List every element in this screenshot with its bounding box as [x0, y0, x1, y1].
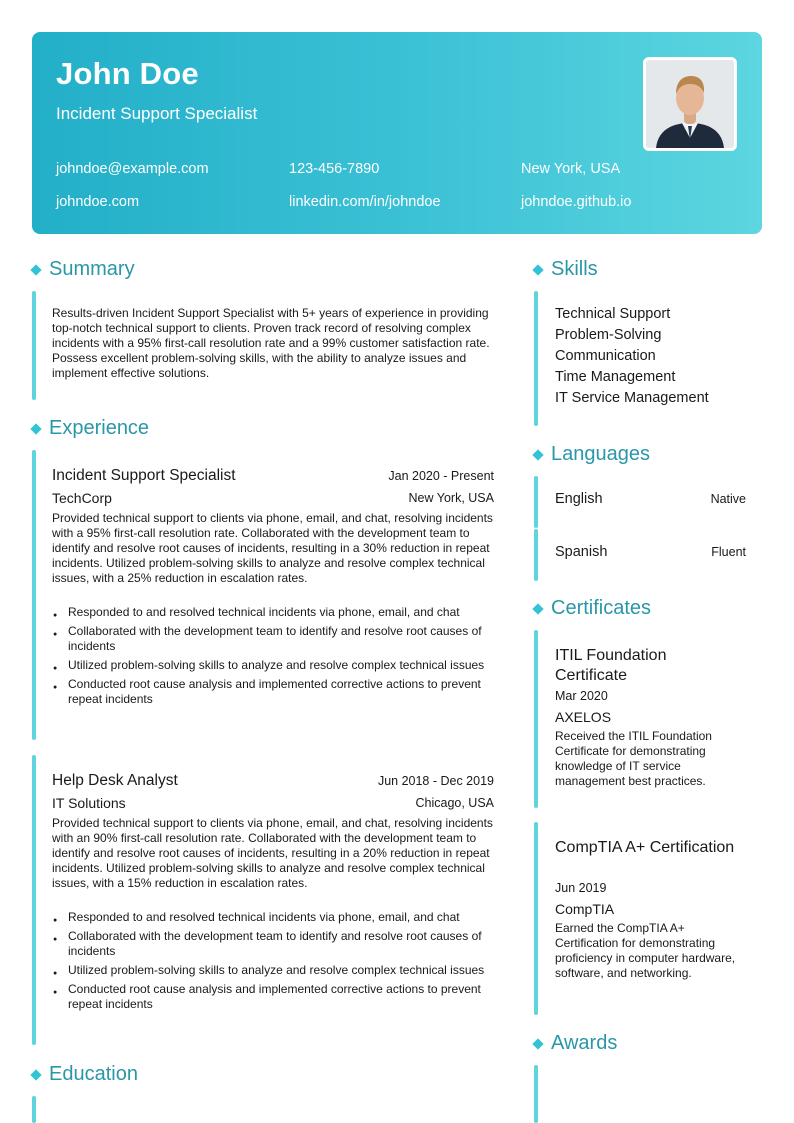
experience-heading-label: Experience [49, 417, 150, 439]
job-description: Provided technical support to clients via phone, email, and chat, resolving incidents with a 95% first-call resolution rate. Collaborated with the development team to identify and resolve root causes of incidents, resulting in a 30% reduction in repeat incidents. Utilized problem-solving skills to analyze and resolve complex technical issues, with a 25% reduction in escalation rates. [52, 511, 493, 585]
list-item: ● Responded to and resolved technical incidents via phone, email, and chat [52, 605, 498, 620]
certificates-heading-label: Certificates [551, 597, 652, 619]
diamond-bullet-icon [532, 603, 543, 614]
profile-photo [643, 57, 737, 151]
list-item: ● Utilized problem-solving skills to analyze and resolve complex technical issues [52, 963, 498, 978]
certificate-date: Mar 2020 [555, 689, 608, 703]
skills-heading-label: Skills [551, 258, 598, 280]
skill-item: Problem-Solving [555, 327, 662, 343]
summary-heading-label: Summary [49, 258, 135, 280]
certificate-issuer: AXELOS [555, 709, 612, 725]
awards-accent-bar [534, 1065, 538, 1123]
skills-accent-bar [534, 291, 538, 426]
resume-header [32, 32, 762, 234]
email-link[interactable]: johndoe@example.com [56, 161, 209, 177]
diamond-bullet-icon [532, 1038, 543, 1049]
awards-heading [532, 1032, 617, 1055]
summary-accent-bar [32, 291, 36, 400]
certificate-accent-bar [534, 822, 538, 1015]
diamond-bullet-icon [532, 449, 543, 460]
job-bullets [52, 910, 498, 1016]
linkedin-link[interactable]: linkedin.com/in/johndoe [289, 194, 441, 210]
list-item: ● Utilized problem-solving skills to analyze and resolve complex technical issues [52, 658, 498, 673]
diamond-bullet-icon [30, 264, 41, 275]
location-text: New York, USA [521, 161, 621, 177]
list-item: ● Responded to and resolved technical incidents via phone, email, and chat [52, 910, 498, 925]
diamond-bullet-icon [532, 264, 543, 275]
list-item: ● Conducted root cause analysis and implemented corrective actions to prevent repeat incidents [52, 677, 498, 707]
job-date: Jan 2020 - Present [388, 469, 494, 483]
summary-text: Results-driven Incident Support Specialist with 5+ years of experience in providing top-notch technical support to clients. Proven track record of resolving complex incidents with a 95% first-call resolution rate and a 99% customer satisfaction rate. Possess excellent problem-solving skills, with the ability to analyze issues and implement effective solutions. [52, 306, 490, 380]
github-link[interactable]: johndoe.github.io [521, 194, 632, 210]
profile-photo-illustration [646, 60, 734, 148]
education-heading-label: Education [49, 1063, 138, 1085]
diamond-bullet-icon [30, 1069, 41, 1080]
summary-heading [30, 258, 135, 281]
job-accent-bar [32, 450, 36, 740]
list-item: ● Collaborated with the development team to identify and resolve root causes of incidents [52, 624, 498, 654]
job-company: IT Solutions [52, 795, 126, 811]
job-company: TechCorp [52, 490, 112, 506]
diamond-bullet-icon [30, 423, 41, 434]
phone-number: 123-456-7890 [289, 161, 380, 177]
skill-item: Communication [555, 348, 656, 364]
skills-heading [532, 258, 598, 281]
website-link[interactable]: johndoe.com [56, 194, 140, 210]
certificate-title: ITIL Foundation Certificate [555, 647, 667, 684]
certificate-title: CompTIA A+ Certification [555, 839, 735, 856]
language-name: Spanish [555, 544, 608, 560]
certificate-accent-bar [534, 630, 538, 808]
education-accent-bar [32, 1096, 36, 1123]
certificates-heading [532, 597, 651, 620]
certificate-description: Received the ITIL Foundation Certificate for demonstrating knowledge of IT service management best practices. [555, 729, 712, 788]
job-title: Incident Support Specialist [52, 467, 236, 484]
job-accent-bar [32, 755, 36, 1045]
skill-item: Technical Support [555, 306, 671, 322]
job-location: Chicago, USA [415, 796, 494, 810]
language-level: Fluent [711, 545, 746, 559]
education-heading [30, 1063, 138, 1086]
certificate-date: Jun 2019 [555, 881, 607, 895]
certificate-description: Earned the CompTIA A+ Certification for demonstrating proficiency in computer hardware, software, and networking. [555, 921, 736, 980]
job-location: New York, USA [408, 491, 494, 505]
languages-heading-label: Languages [551, 443, 650, 465]
certificate-issuer: CompTIA [555, 901, 615, 917]
candidate-name: John Doe [56, 56, 199, 91]
job-bullets [52, 605, 498, 711]
awards-heading-label: Awards [551, 1032, 618, 1054]
candidate-title: Incident Support Specialist [56, 104, 258, 123]
job-date: Jun 2018 - Dec 2019 [377, 774, 494, 788]
job-title: Help Desk Analyst [52, 772, 178, 789]
language-name: English [555, 491, 603, 507]
list-item: ● Collaborated with the development team to identify and resolve root causes of incidents [52, 929, 498, 959]
language-accent-bar [534, 529, 538, 581]
experience-heading [30, 417, 149, 440]
languages-heading [532, 443, 650, 466]
skill-item: IT Service Management [555, 390, 709, 406]
language-level: Native [710, 492, 746, 506]
list-item: ● Conducted root cause analysis and implemented corrective actions to prevent repeat incidents [52, 982, 498, 1012]
job-description: Provided technical support to clients via phone, email, and chat, resolving incidents with an 90% first-call resolution rate. Collaborated with the development team to identify and resolve root causes of incidents, resulting in a 20% reduction in repeat incidents. Utilized problem-solving skills to analyze and resolve complex technical issues, with a 15% reduction in escalation rates. [52, 816, 493, 890]
skill-item: Time Management [555, 369, 676, 385]
language-accent-bar [534, 476, 538, 528]
